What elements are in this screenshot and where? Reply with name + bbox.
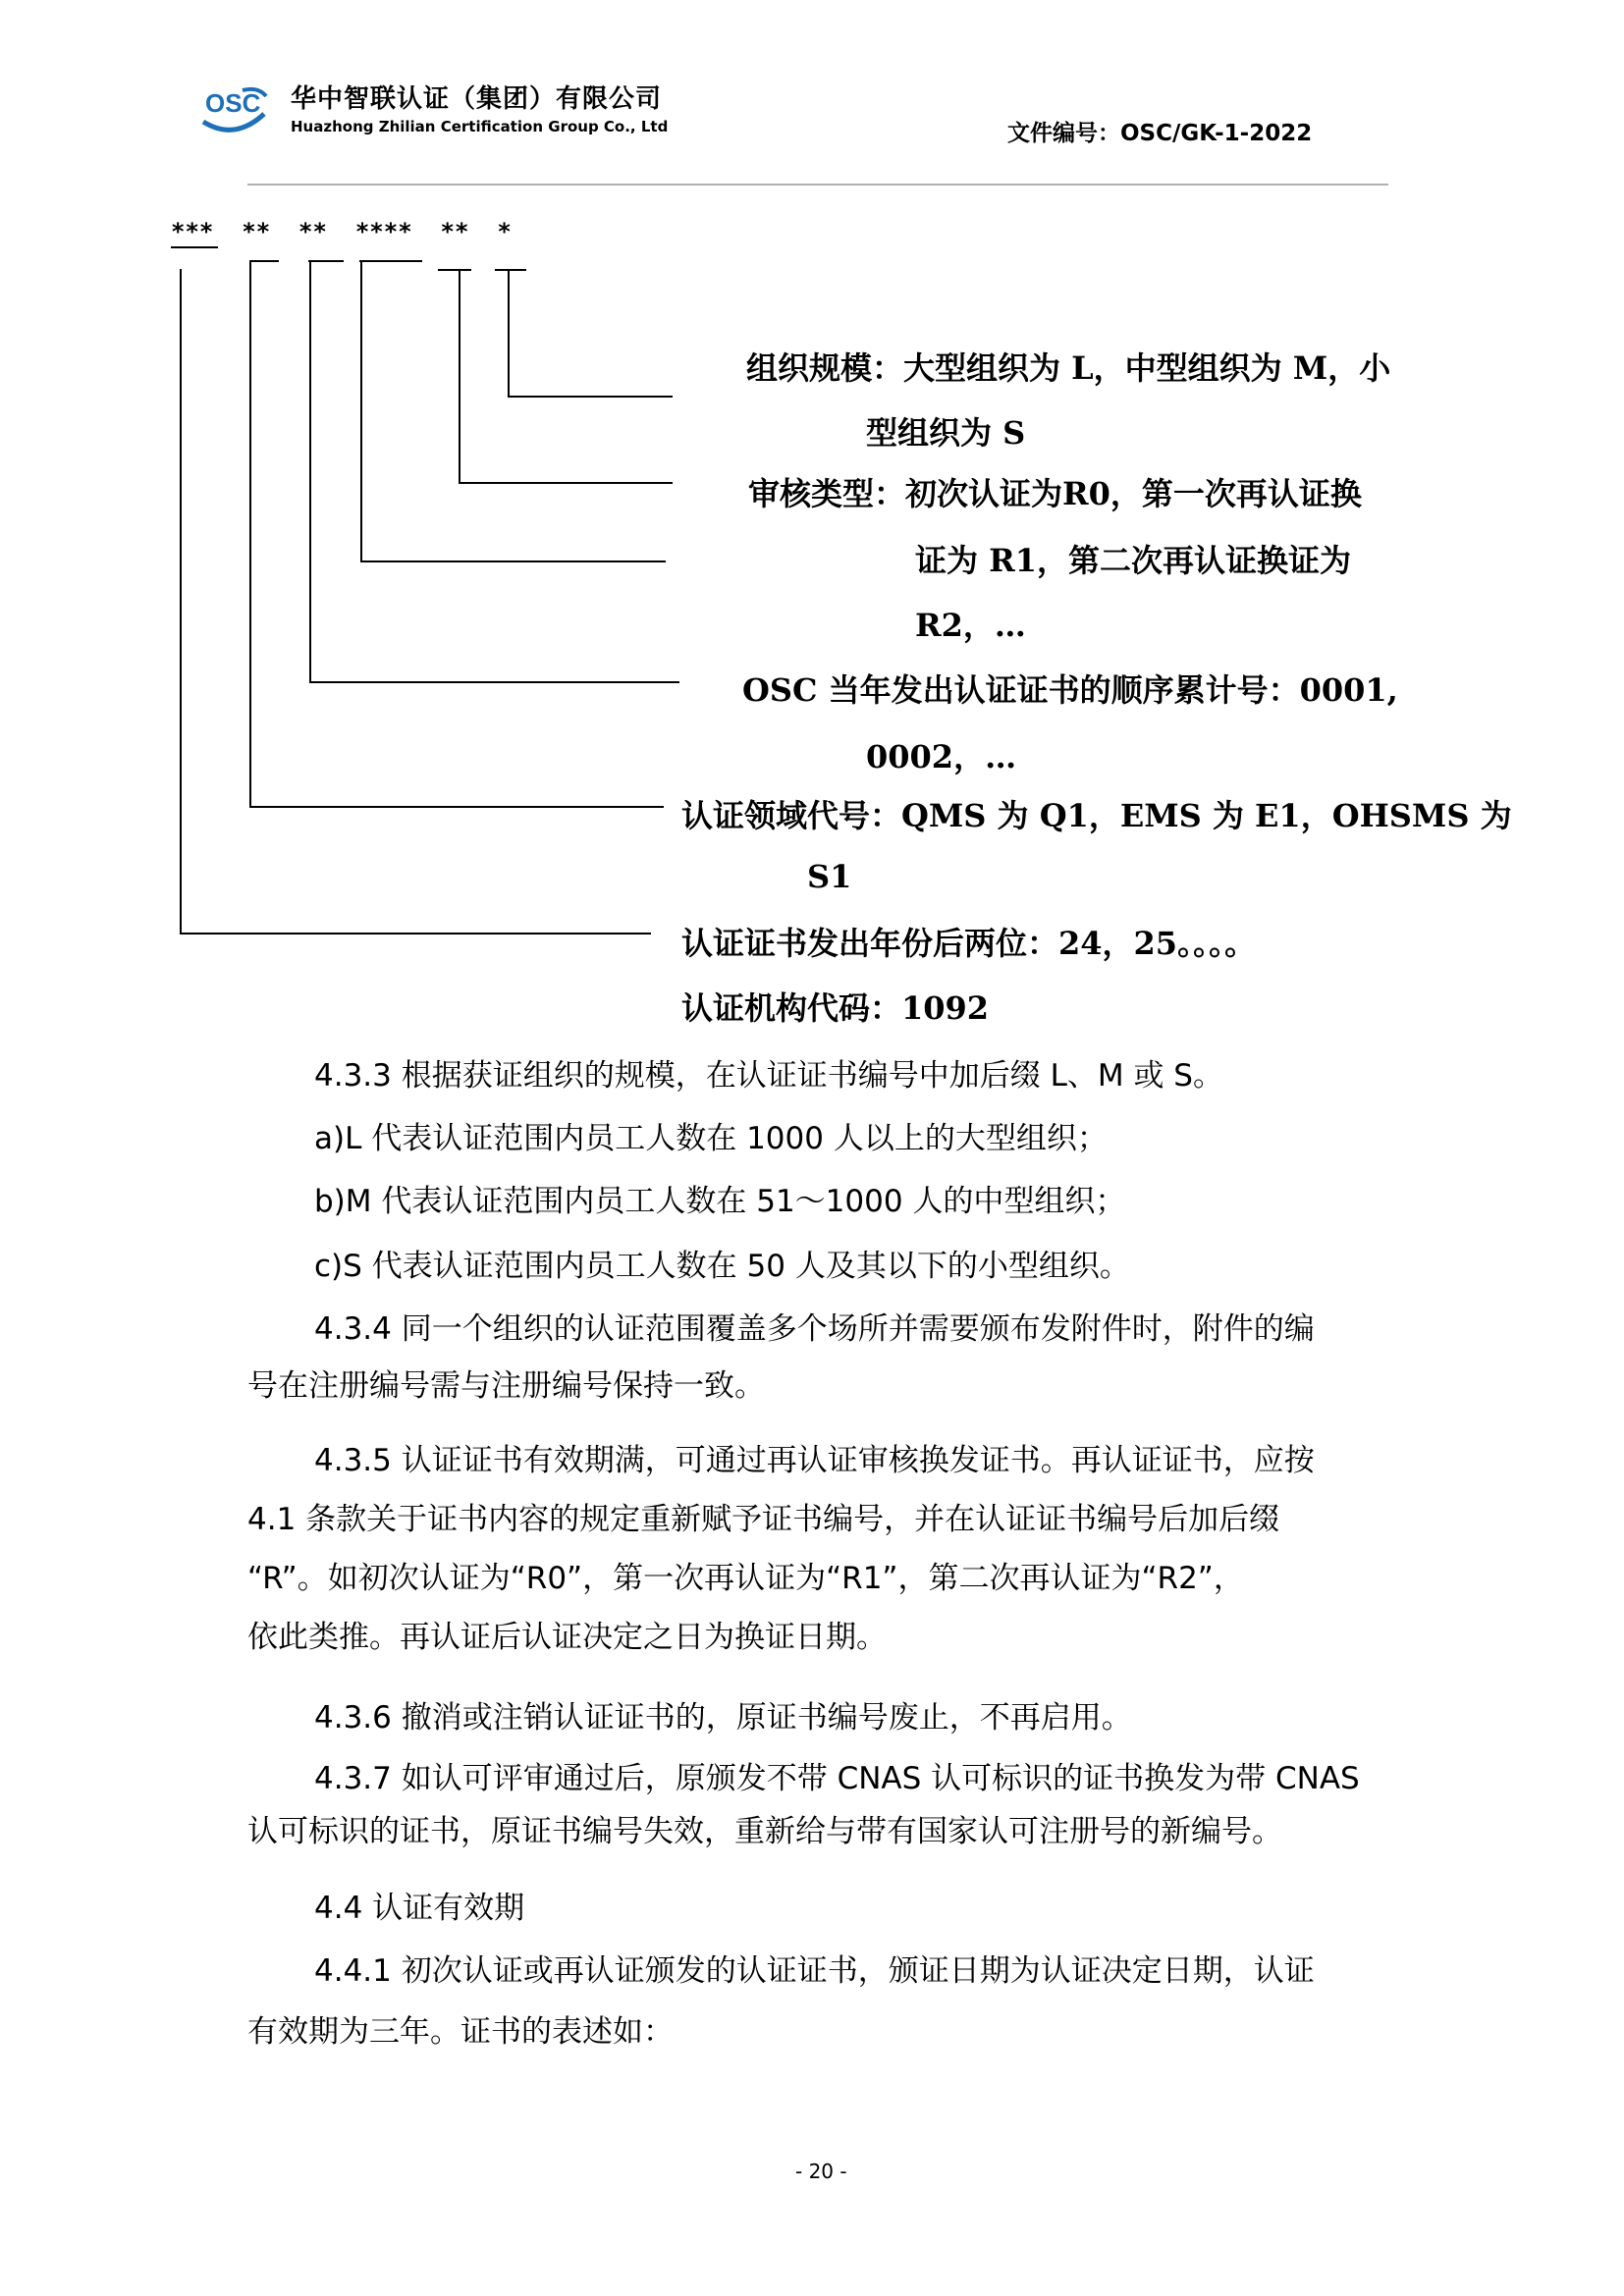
para-4-4-1-line2: 有效期为三年。证书的表述如： xyxy=(247,2014,674,2050)
para-4-3-5-line3: “R”。如初次认证为“R0”，第一次再认证为“R1”，第二次再认证为“R2”， xyxy=(247,1561,1244,1596)
legend-sequence-line1: OSC 当年发出认证证书的顺序累计号：0001, xyxy=(742,671,1398,709)
para-a: a)L 代表认证范围内员工人数在 1000 人以上的大型组织； xyxy=(314,1121,1108,1156)
legend-scale-line1: 组织规模：大型组织为 L，中型组织为 M，小 xyxy=(746,349,1391,387)
legend-scale-line2: 型组织为 S xyxy=(866,414,1026,452)
para-4-4-1-line1: 4.4.1 初次认证或再认证颁发的认证证书，颁证日期为认证决定日期，认证 xyxy=(314,1953,1315,1989)
section-4-4-heading: 4.4 认证有效期 xyxy=(314,1891,525,1926)
logo-text: OSC xyxy=(205,88,261,118)
legend-org-code: 认证机构代码：1092 xyxy=(681,989,990,1027)
legend-field-line2: S1 xyxy=(807,858,852,895)
cert-number-pattern: *** ** ** **** ** * xyxy=(171,218,512,245)
page-number: - 20 - xyxy=(795,2160,847,2183)
para-4-3-4-line2: 号在注册编号需与注册编号保持一致。 xyxy=(247,1368,765,1404)
para-4-3-3: 4.3.3 根据获证组织的规模，在认证证书编号中加后缀 L、M 或 S。 xyxy=(314,1058,1223,1094)
para-4-3-7-line2: 认可标识的证书，原证书编号失效，重新给与带有国家认可注册号的新编号。 xyxy=(247,1814,1282,1849)
para-c: c)S 代表认证范围内员工人数在 50 人及其以下的小型组织。 xyxy=(314,1249,1130,1284)
para-4-3-5-line2: 4.1 条款关于证书内容的规定重新赋予证书编号，并在认证证书编号后加后缀 xyxy=(247,1502,1280,1537)
legend-audit-line3: R2，… xyxy=(915,607,1026,644)
legend-year: 认证证书发出年份后两位：24，25。。。。 xyxy=(681,925,1257,962)
document-number: 文件编号：OSC/GK-1-2022 xyxy=(1007,121,1313,146)
para-4-3-5-line4: 依此类推。再认证后认证决定之日为换证日期。 xyxy=(247,1620,887,1655)
company-name-cn: 华中智联认证（集团）有限公司 xyxy=(291,84,663,114)
para-4-3-6: 4.3.6 撤消或注销认证证书的，原证书编号废止，不再启用。 xyxy=(314,1700,1132,1735)
para-4-3-7-line1: 4.3.7 如认可评审通过后，原颁发不带 CNAS 认可标识的证书换发为带 CNAS xyxy=(314,1761,1360,1796)
legend-field-line1: 认证领域代号：QMS 为 Q1，EMS 为 E1，OHSMS 为 xyxy=(681,797,1512,834)
legend-audit-line2: 证为 R1，第二次再认证换证为 xyxy=(915,542,1352,579)
para-4-3-5-line1: 4.3.5 认证证书有效期满，可通过再认证审核换发证书。再认证证书，应按 xyxy=(314,1443,1315,1478)
para-4-3-4-line1: 4.3.4 同一个组织的认证范围覆盖多个场所并需要颁布发附件时，附件的编 xyxy=(314,1311,1315,1347)
legend-sequence-line2: 0002，… xyxy=(866,738,1017,775)
company-name-en: Huazhong Zhilian Certification Group Co., Ltd xyxy=(291,118,669,135)
para-b: b)M 代表认证范围内员工人数在 51～1000 人的中型组织； xyxy=(314,1184,1126,1219)
legend-audit-line1: 审核类型：初次认证为R0，第一次再认证换 xyxy=(748,475,1362,512)
